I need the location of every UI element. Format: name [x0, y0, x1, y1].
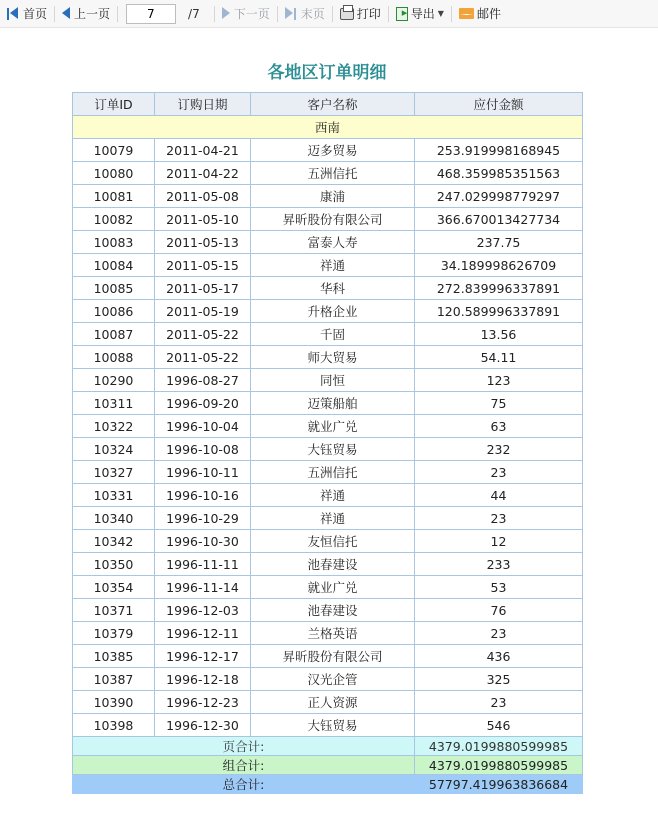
cell-amount: 272.839996337891: [415, 277, 583, 300]
column-header-customer: 客户名称: [251, 93, 415, 116]
cell-order-id: 10083: [73, 231, 155, 254]
table-row: [73, 392, 583, 415]
cell-order-id: 10324: [73, 438, 155, 461]
page-total-value: 4379.0199880599985: [415, 737, 583, 756]
cell-customer: 兰格英语: [251, 622, 415, 645]
cell-customer: 汉光企管: [251, 668, 415, 691]
table-row: [73, 231, 583, 254]
first-page-icon: [7, 7, 20, 20]
cell-amount: 54.11: [415, 346, 583, 369]
cell-customer: 迈策船舶: [251, 392, 415, 415]
cell-amount: 44: [415, 484, 583, 507]
cell-order-date: 1996-10-30: [155, 530, 251, 553]
cell-order-id: 10379: [73, 622, 155, 645]
report-toolbar: [0, 0, 658, 28]
cell-customer: 同恒: [251, 369, 415, 392]
table-row: [73, 300, 583, 323]
cell-order-id: 10081: [73, 185, 155, 208]
table-row: [73, 622, 583, 645]
cell-customer: 祥通: [251, 507, 415, 530]
export-label: 导出: [410, 7, 435, 21]
cell-customer: 祥通: [251, 484, 415, 507]
cell-order-id: 10327: [73, 461, 155, 484]
grand-total-value: 57797.419963836684: [415, 775, 583, 794]
toolbar-divider: [332, 6, 333, 22]
cell-order-date: 2011-05-22: [155, 323, 251, 346]
cell-order-date: 1996-12-17: [155, 645, 251, 668]
table-row: [73, 323, 583, 346]
prev-page-label: 上一页: [74, 7, 111, 21]
page-total-label: 页合计:: [73, 737, 415, 756]
cell-order-date: 2011-05-10: [155, 208, 251, 231]
cell-order-date: 1996-11-14: [155, 576, 251, 599]
cell-order-id: 10080: [73, 162, 155, 185]
cell-amount: 237.75: [415, 231, 583, 254]
cell-order-id: 10087: [73, 323, 155, 346]
cell-customer: 富泰人寿: [251, 231, 415, 254]
grand-total-row: [73, 775, 583, 794]
cell-amount: 366.670013427734: [415, 208, 583, 231]
cell-customer: 五洲信托: [251, 461, 415, 484]
cell-customer: 华科: [251, 277, 415, 300]
cell-order-id: 10079: [73, 139, 155, 162]
group-total-row: [73, 756, 583, 775]
cell-order-date: 1996-08-27: [155, 369, 251, 392]
cell-order-date: 1996-12-03: [155, 599, 251, 622]
page-number-input[interactable]: [126, 4, 176, 24]
cell-order-date: 2011-04-22: [155, 162, 251, 185]
export-icon: [396, 7, 408, 21]
print-button[interactable]: [337, 3, 384, 25]
table-row: [73, 369, 583, 392]
cell-customer: 就业广兑: [251, 415, 415, 438]
mail-label: 邮件: [476, 7, 501, 21]
last-page-icon: [285, 7, 298, 20]
table-row: [73, 185, 583, 208]
cell-customer: 迈多贸易: [251, 139, 415, 162]
cell-order-date: 2011-05-17: [155, 277, 251, 300]
table-row: [73, 438, 583, 461]
cell-amount: 63: [415, 415, 583, 438]
cell-amount: 12: [415, 530, 583, 553]
prev-page-icon: [62, 7, 71, 20]
page-total-row: [73, 737, 583, 756]
order-detail-table: [72, 92, 583, 794]
cell-amount: 123: [415, 369, 583, 392]
cell-order-id: 10084: [73, 254, 155, 277]
page-count-label: /7: [188, 6, 200, 21]
first-page-button[interactable]: [4, 3, 50, 25]
cell-customer: 友恒信托: [251, 530, 415, 553]
cell-order-date: 1996-11-11: [155, 553, 251, 576]
cell-order-date: 2011-05-13: [155, 231, 251, 254]
cell-order-id: 10371: [73, 599, 155, 622]
cell-customer: 祥通: [251, 254, 415, 277]
cell-order-date: 1996-10-16: [155, 484, 251, 507]
table-row: [73, 530, 583, 553]
cell-order-id: 10390: [73, 691, 155, 714]
cell-customer: 康浦: [251, 185, 415, 208]
cell-order-id: 10342: [73, 530, 155, 553]
cell-amount: 120.589996337891: [415, 300, 583, 323]
cell-order-id: 10082: [73, 208, 155, 231]
cell-amount: 34.189998626709: [415, 254, 583, 277]
table-row: [73, 576, 583, 599]
cell-order-id: 10354: [73, 576, 155, 599]
grand-total-label: 总合计:: [73, 775, 415, 794]
mail-icon: [459, 8, 474, 19]
next-page-button[interactable]: [219, 3, 273, 25]
cell-order-date: 1996-12-11: [155, 622, 251, 645]
table-row: [73, 277, 583, 300]
cell-amount: 253.919998168945: [415, 139, 583, 162]
printer-icon: [340, 8, 354, 20]
cell-amount: 23: [415, 507, 583, 530]
next-page-label: 下一页: [233, 7, 270, 21]
mail-button[interactable]: [456, 3, 504, 25]
cell-order-date: 1996-12-30: [155, 714, 251, 737]
table-row: [73, 668, 583, 691]
toolbar-divider: [54, 6, 55, 22]
cell-order-id: 10088: [73, 346, 155, 369]
group-row: [73, 116, 583, 139]
cell-customer: 师大贸易: [251, 346, 415, 369]
table-row: [73, 714, 583, 737]
cell-amount: 436: [415, 645, 583, 668]
table-row: [73, 208, 583, 231]
table-row: [73, 691, 583, 714]
cell-order-date: 1996-10-11: [155, 461, 251, 484]
cell-amount: 233: [415, 553, 583, 576]
column-header-order-id: 订单ID: [73, 93, 155, 116]
cell-customer: 正人资源: [251, 691, 415, 714]
table-row: [73, 599, 583, 622]
table-row: [73, 415, 583, 438]
cell-amount: 546: [415, 714, 583, 737]
next-page-icon: [222, 7, 231, 20]
cell-order-id: 10290: [73, 369, 155, 392]
cell-order-id: 10387: [73, 668, 155, 691]
cell-amount: 232: [415, 438, 583, 461]
toolbar-divider: [117, 6, 118, 22]
cell-customer: 升格企业: [251, 300, 415, 323]
cell-amount: 247.029998779297: [415, 185, 583, 208]
cell-customer: 大钰贸易: [251, 714, 415, 737]
cell-amount: 23: [415, 461, 583, 484]
column-header-amount: 应付金额: [415, 93, 583, 116]
cell-order-id: 10085: [73, 277, 155, 300]
cell-order-date: 2011-05-22: [155, 346, 251, 369]
cell-amount: 23: [415, 691, 583, 714]
cell-order-date: 2011-05-08: [155, 185, 251, 208]
group-total-value: 4379.0199880599985: [415, 756, 583, 775]
table-header-row: [73, 93, 583, 116]
cell-order-date: 1996-12-23: [155, 691, 251, 714]
cell-amount: 468.359985351563: [415, 162, 583, 185]
toolbar-divider: [277, 6, 278, 22]
cell-order-date: 1996-12-18: [155, 668, 251, 691]
cell-amount: 23: [415, 622, 583, 645]
chevron-down-icon: ▼: [437, 9, 444, 18]
cell-customer: 昇昕股份有限公司: [251, 208, 415, 231]
cell-order-id: 10350: [73, 553, 155, 576]
cell-order-date: 1996-10-08: [155, 438, 251, 461]
export-button[interactable]: [393, 3, 447, 25]
print-label: 打印: [356, 7, 381, 21]
toolbar-divider: [451, 6, 452, 22]
cell-amount: 53: [415, 576, 583, 599]
cell-customer: 千固: [251, 323, 415, 346]
cell-customer: 池春建设: [251, 599, 415, 622]
cell-order-date: 1996-09-20: [155, 392, 251, 415]
cell-order-id: 10311: [73, 392, 155, 415]
cell-customer: 大钰贸易: [251, 438, 415, 461]
table-row: [73, 484, 583, 507]
table-row: [73, 254, 583, 277]
cell-order-date: 2011-05-19: [155, 300, 251, 323]
cell-order-id: 10385: [73, 645, 155, 668]
cell-order-date: 1996-10-29: [155, 507, 251, 530]
table-row: [73, 461, 583, 484]
table-row: [73, 553, 583, 576]
cell-order-date: 2011-05-15: [155, 254, 251, 277]
cell-order-id: 10331: [73, 484, 155, 507]
last-page-button[interactable]: [282, 3, 328, 25]
cell-amount: 76: [415, 599, 583, 622]
cell-amount: 75: [415, 392, 583, 415]
column-header-order-date: 订购日期: [155, 93, 251, 116]
first-page-label: 首页: [23, 7, 48, 21]
toolbar-divider: [214, 6, 215, 22]
report-title: 各地区订单明细: [267, 63, 387, 83]
cell-amount: 325: [415, 668, 583, 691]
cell-order-id: 10086: [73, 300, 155, 323]
last-page-label: 末页: [300, 7, 325, 21]
cell-order-id: 10340: [73, 507, 155, 530]
table-row: [73, 162, 583, 185]
toolbar-divider: [388, 6, 389, 22]
table-row: [73, 346, 583, 369]
cell-order-id: 10398: [73, 714, 155, 737]
prev-page-button[interactable]: [59, 3, 113, 25]
group-total-label: 组合计:: [73, 756, 415, 775]
cell-order-id: 10322: [73, 415, 155, 438]
cell-customer: 就业广兑: [251, 576, 415, 599]
cell-amount: 13.56: [415, 323, 583, 346]
table-row: [73, 139, 583, 162]
cell-customer: 昇昕股份有限公司: [251, 645, 415, 668]
table-row: [73, 507, 583, 530]
cell-order-date: 2011-04-21: [155, 139, 251, 162]
cell-order-date: 1996-10-04: [155, 415, 251, 438]
cell-customer: 池春建设: [251, 553, 415, 576]
group-label: 西南: [73, 116, 583, 139]
cell-customer: 五洲信托: [251, 162, 415, 185]
table-row: [73, 645, 583, 668]
